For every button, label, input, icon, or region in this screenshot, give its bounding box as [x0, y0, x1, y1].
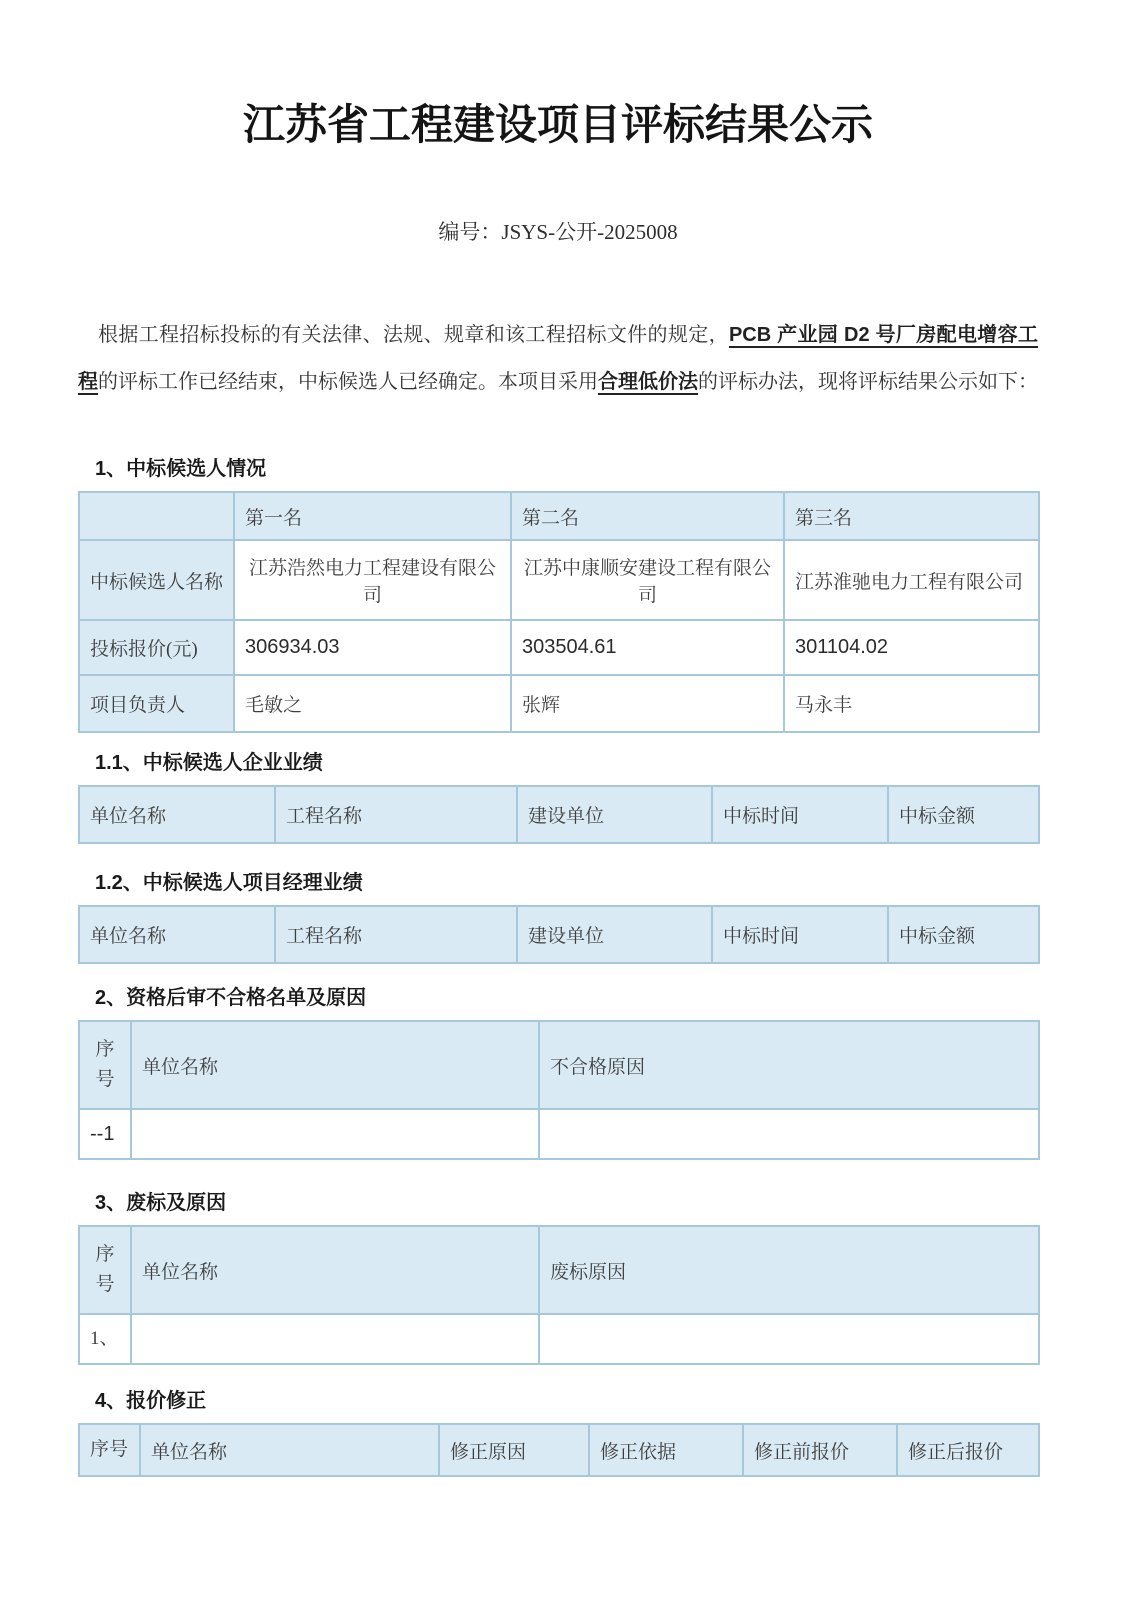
header-cell-project-name: 工程名称 — [275, 906, 517, 963]
candidate-2-price: 303504.61 — [511, 620, 784, 675]
header-cell-reject-reason: 废标原因 — [539, 1226, 1039, 1314]
section3-heading: 3、废标及原因 — [95, 1192, 227, 1214]
table-header-row — [79, 1226, 1039, 1314]
enterprise-performance-table — [78, 785, 1040, 844]
candidate-2-name: 江苏中康顺安建设工程有限公司 — [511, 540, 784, 620]
section1-2-heading: 1.2、中标候选人项目经理业绩 — [95, 872, 363, 894]
header-cell-award-time: 中标时间 — [712, 786, 888, 843]
section2-heading: 2、资格后审不合格名单及原因 — [95, 987, 367, 1009]
unit-name-cell — [131, 1109, 539, 1159]
header-cell-project-name: 工程名称 — [275, 786, 517, 843]
table-row — [79, 1314, 1039, 1364]
project-name: PCB 产业园 D2 号厂房配电增容工程 — [78, 324, 1039, 393]
header-cell-price-after: 修正后报价 — [897, 1424, 1039, 1476]
intro-text-3: 的评标办法，现将评标结果公示如下： — [698, 371, 1038, 393]
candidate-name-row — [79, 540, 1039, 620]
section1-heading: 1、中标候选人情况 — [95, 458, 267, 480]
candidate-3-price: 301104.02 — [784, 620, 1039, 675]
intro-text-2: 的评标工作已经结束，中标候选人已经确定。本项目采用 — [98, 371, 598, 393]
table-row — [79, 1109, 1039, 1159]
header-cell-seq: 序号 — [79, 1424, 140, 1476]
header-cell-price-before: 修正前报价 — [743, 1424, 897, 1476]
header-cell-unit-name: 单位名称 — [140, 1424, 439, 1476]
intro-text-1: 根据工程招标投标的有关法律、法规、规章和该工程招标文件的规定， — [98, 324, 729, 346]
header-cell-award-amount: 中标金额 — [888, 786, 1039, 843]
intro-paragraph — [78, 312, 1038, 406]
candidate-2-manager: 张辉 — [511, 675, 784, 732]
header-cell-empty — [79, 492, 234, 540]
header-cell-third-place: 第三名 — [784, 492, 1039, 540]
candidate-1-price: 306934.03 — [234, 620, 511, 675]
postqual-failed-table — [78, 1020, 1040, 1160]
header-cell-unit-name: 单位名称 — [79, 906, 275, 963]
header-cell-construction-unit: 建设单位 — [517, 906, 712, 963]
price-correction-table — [78, 1423, 1040, 1477]
seq-cell: 1、 — [79, 1314, 131, 1364]
document-page — [78, 0, 1038, 1477]
header-cell-correction-reason: 修正原因 — [439, 1424, 589, 1476]
table-header-row — [79, 786, 1039, 843]
section1-1-heading: 1.1、中标候选人企业业绩 — [95, 752, 323, 774]
header-cell-correction-basis: 修正依据 — [589, 1424, 743, 1476]
header-cell-unit-name: 单位名称 — [131, 1021, 539, 1109]
reject-reason-cell — [539, 1314, 1039, 1364]
candidate-1-manager: 毛敏之 — [234, 675, 511, 732]
table-header-row — [79, 1424, 1039, 1476]
candidate-3-manager: 马永丰 — [784, 675, 1039, 732]
section4-heading: 4、报价修正 — [95, 1390, 207, 1412]
header-cell-unit-name: 单位名称 — [79, 786, 275, 843]
project-manager-row — [79, 675, 1039, 732]
row-label: 项目负责人 — [79, 675, 234, 732]
candidate-3-name: 江苏淮驰电力工程有限公司 — [784, 540, 1039, 620]
unit-name-cell — [131, 1314, 539, 1364]
bid-price-row — [79, 620, 1039, 675]
table-header-row — [79, 1021, 1039, 1109]
header-cell-fail-reason: 不合格原因 — [539, 1021, 1039, 1109]
rejected-bids-table — [78, 1225, 1040, 1365]
table-header-row — [79, 492, 1039, 540]
header-cell-second-place: 第二名 — [511, 492, 784, 540]
header-cell-seq: 序号 — [79, 1226, 131, 1314]
row-label: 投标报价(元) — [79, 620, 234, 675]
header-cell-award-amount: 中标金额 — [888, 906, 1039, 963]
seq-cell: --1 — [79, 1109, 131, 1159]
header-cell-construction-unit: 建设单位 — [517, 786, 712, 843]
manager-performance-table — [78, 905, 1040, 964]
page-title: 江苏省工程建设项目评标结果公示 — [242, 103, 873, 149]
table-header-row — [79, 906, 1039, 963]
row-label: 中标候选人名称 — [79, 540, 234, 620]
fail-reason-cell — [539, 1109, 1039, 1159]
header-cell-first-place: 第一名 — [234, 492, 511, 540]
candidates-table — [78, 491, 1040, 733]
header-cell-award-time: 中标时间 — [712, 906, 888, 963]
doc-number: 编号：JSYS-公开-2025008 — [438, 220, 678, 244]
evaluation-method: 合理低价法 — [598, 371, 698, 393]
candidate-1-name: 江苏浩然电力工程建设有限公司 — [234, 540, 511, 620]
header-cell-seq: 序号 — [79, 1021, 131, 1109]
header-cell-unit-name: 单位名称 — [131, 1226, 539, 1314]
